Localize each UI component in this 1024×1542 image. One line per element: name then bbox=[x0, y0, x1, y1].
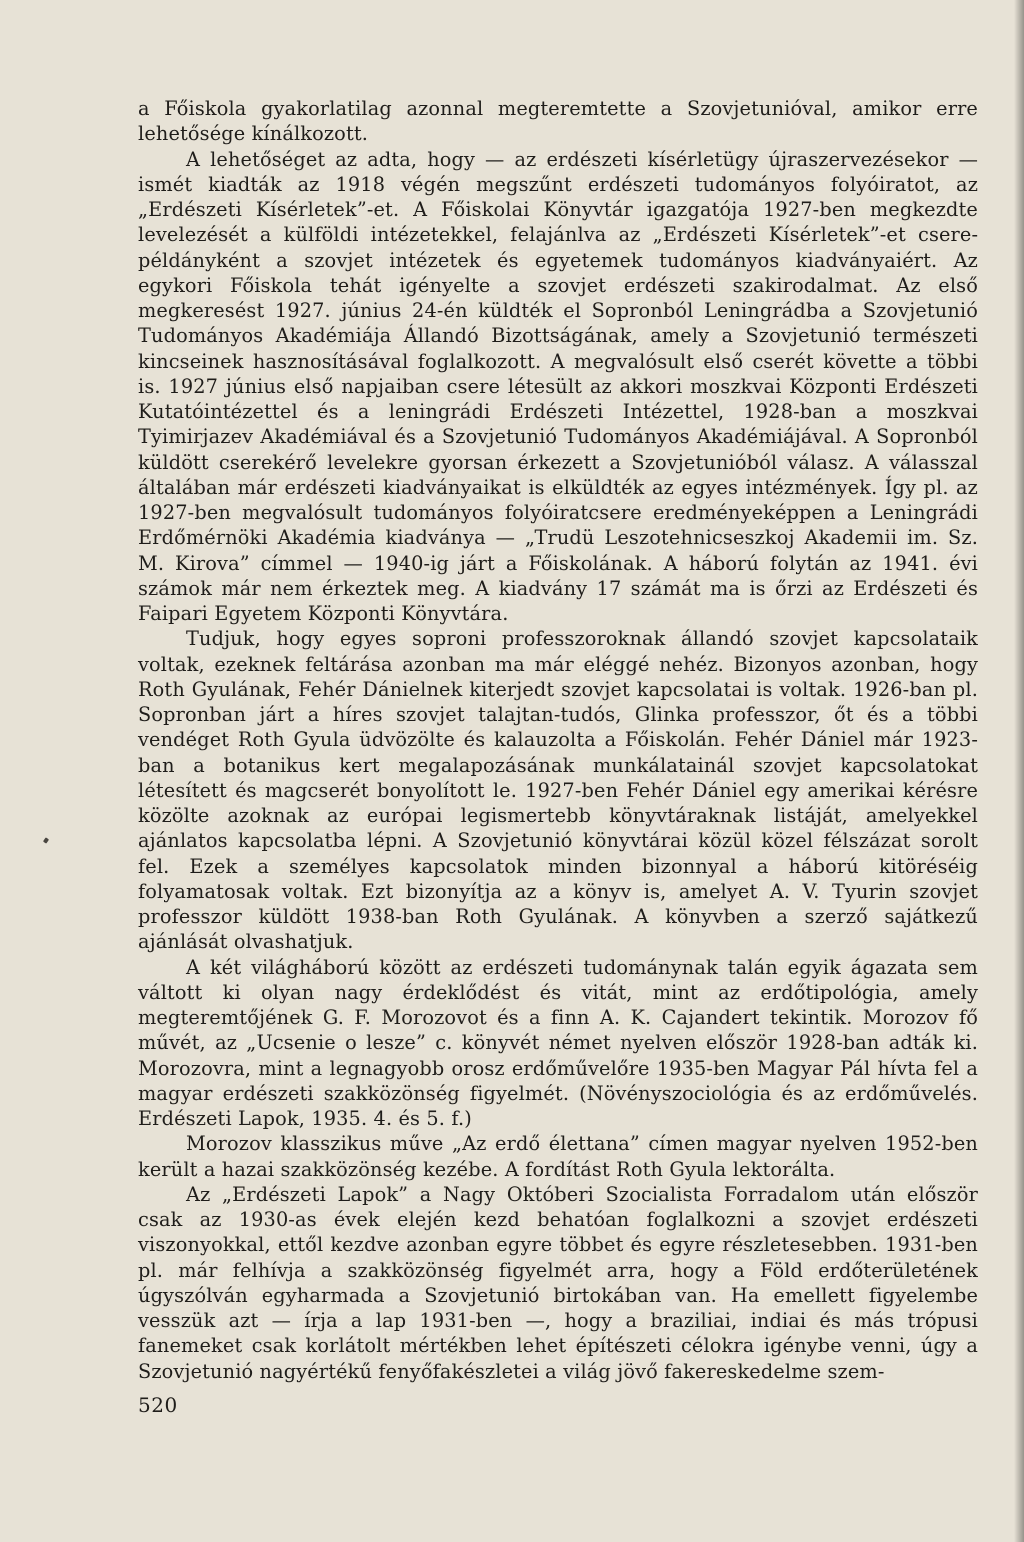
page-number: 520 bbox=[138, 1393, 178, 1417]
paragraph-3: Tudjuk, hogy egyes soproni professzoroknak állandó szovjet kapcsolataik voltak, ezeknek feltárása azonban ma már eléggé nehéz. Bizonyos azonban, hogy Roth Gyulának, Fehér Dánielnek kiterjedt szovjet kapcsolatai is voltak. 1926-ban pl. Sopronban járt a híres szovjet talajtan-tudós, Glinka professzor, őt és a többi vendéget Roth Gyula üdvözölte és kalauzolta a Főiskolán. Fehér Dániel már 1923-ban a botanikus kert megalapozásának munkálatainál szovjet kapcsolatokat létesített és magcserét bonyolított le. 1927-ben Fehér Dániel egy amerikai kérésre közölte azoknak az európai legismertebb könyvtáraknak listáját, amelyekkel ajánlatos kapcsolatba lépni. A Szovjetunió könyvtárai közül közel félszázat sorolt fel. Ezek a személyes kapcsolatok minden bizonnyal a háború kitöréséig folyamatosak voltak. Ezt bizonyítja az a könyv is, amelyet A. V. Tyurin szovjet professzor küldött 1938-ban Roth Gyulának. A könyvben a szerző sajátkezű ajánlását olvashatjuk. bbox=[138, 627, 978, 954]
paragraph-1: a Főiskola gyakorlatilag azonnal megteremtette a Szovjetunióval, amikor erre lehetősége kínálkozott. bbox=[138, 97, 978, 146]
paragraph-5: Morozov klasszikus műve „Az erdő élettana” címen magyar nyelven 1952-ben került a hazai szakközönség kezébe. A fordítást Roth Gyula lektorálta. bbox=[138, 1132, 978, 1181]
paragraph-2: A lehetőséget az adta, hogy — az erdészeti kísérletügy újraszervezésekor — ismét kiadták az 1918 végén megszűnt erdészeti tudományos folyóiratot, az „Erdészeti Kísérletek”-et. A Főiskolai Könyvtár igazgatója 1927-ben megkezdte levelezését a külföldi intézetekkel, felajánlva az „Erdészeti Kísérletek”-et cserepéldányként a szovjet intézetek és egyetemek tudományos kiadványaiért. Az egykori Főiskola tehát igényelte a szovjet erdészeti szakirodalmat. Az első megkeresést 1927. június 24-én küldték el Sopronból Leningrádba a Szovjetunió Tudományos Akadémiája Állandó Bizottságának, amely a Szovjetunió természeti kincseinek hasznosításával foglalkozott. A megvalósult első cserét követte a többi is. 1927 június első napjaiban csere létesült az akkori moszkvai Központi Erdészeti Kutatóintézettel és a leningrádi Erdészeti Intézettel, 1928-ban a moszkvai Tyimirjazev Akadémiával és a Szovjetunió Tudományos Akadémiájával. A Sopronból küldött cserekérő levelekre gyorsan érkezett a Szovjetunióból válasz. A válasszal általában már erdészeti kiadványaikat is elküldték az egyes intézmények. Így pl. az 1927-ben megvalósult tudományos folyóiratcsere eredményeképpen a Leningrádi Erdőmérnöki Akadémia kiadványa — „Trudü Leszotehnicseszkoj Akademii im. Sz. M. Kirova” címmel — 1940-ig járt a Főiskolának. A háború folytán az 1941. évi számok már nem érkeztek meg. A kiadvány 17 számát ma is őrzi az Erdészeti és Faipari Egyetem Központi Könyvtára. bbox=[138, 147, 978, 625]
body-text bbox=[138, 96, 978, 1384]
paragraph-4: A két világháború között az erdészeti tudománynak talán egyik ágazata sem váltott ki olyan nagy érdeklődést és vitát, mint az erdőtipológia, amely megteremtőjének G. F. Morozovot és a finn A. K. Cajandert tekintik. Morozov fő művét, az „Ucsenie o lesze” c. könyvét német nyelven először 1928-ban adták ki. Morozovra, mint a legnagyobb orosz erdőművelőre 1935-ben Magyar Pál hívta fel a magyar erdészeti szakközönség figyelmét. (Növényszociológia és az erdőművelés. Erdészeti Lapok, 1935. 4. és 5. f.) bbox=[138, 955, 978, 1130]
paper-speck bbox=[43, 837, 49, 843]
page-edge-shadow bbox=[1014, 0, 1024, 1542]
paragraph-6: Az „Erdészeti Lapok” a Nagy Októberi Szocialista Forradalom után először csak az 1930-as évek elején kezd behatóan foglalkozni a szovjet erdészeti viszonyokkal, ettől kezdve azonban egyre többet és egyre részletesebben. 1931-ben pl. már felhívja a szakközönség figyelmét arra, hogy a Föld erdőterületének úgyszólván egyharmada a Szovjetunió birtokában van. Ha emellett figyelembe vesszük azt — írja a lap 1931-ben —, hogy a braziliai, indiai és más trópusi fanemeket csak korlátolt mértékben lehet építészeti célokra igénybe venni, úgy a Szovjetunió nagyértékű fenyőfakészletei a világ jövő fakereskedelme szem- bbox=[138, 1182, 978, 1383]
